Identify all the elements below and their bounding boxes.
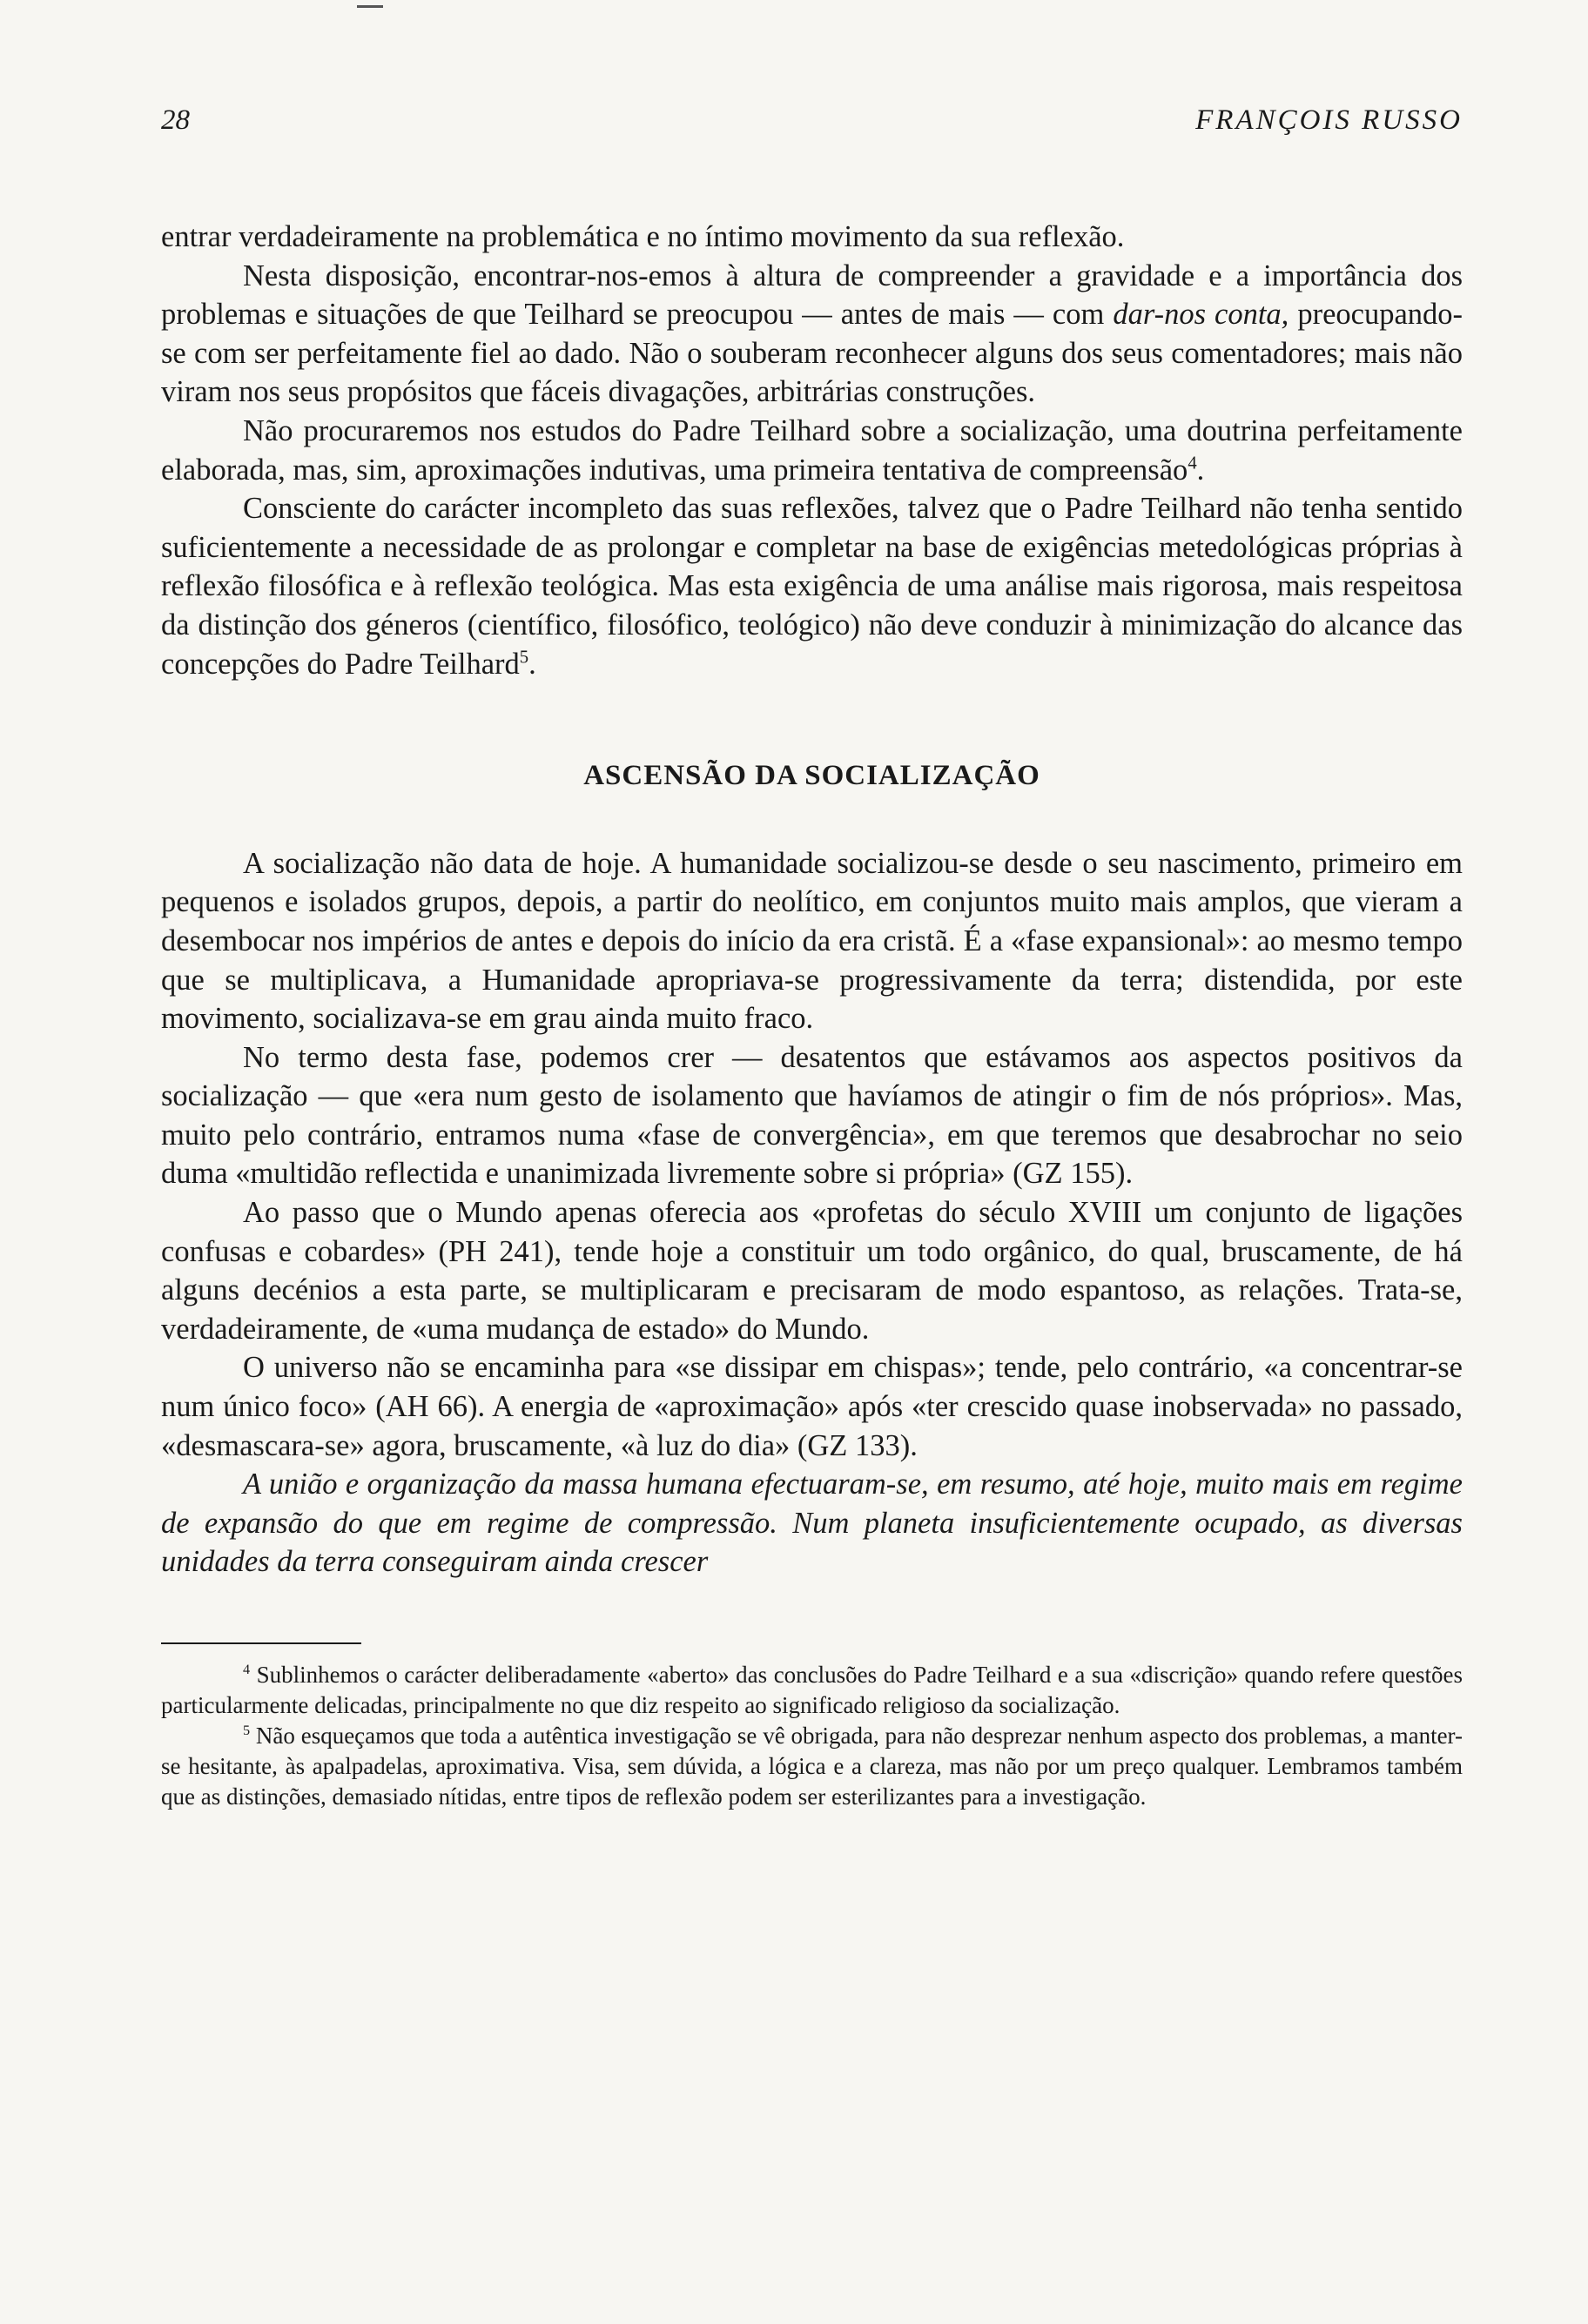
footnote	[161, 1721, 1463, 1812]
text-segment: preocupando-se com ser perfeitamente fiel ao dado. Não o souberam reconhecer alguns dos seus comentadores; mais não viram nos seus propósitos que fáceis divagações, arbitrárias construções.	[161, 298, 1463, 409]
text-segment: Nesta disposição, encontrar-nos-emos à altura de compreender a gravidade e a importância dos problemas e situações de que Teilhard se preocupou — antes de mais — com	[161, 259, 1463, 332]
body-text	[161, 218, 1463, 1582]
footnote-mark: 4	[243, 1662, 251, 1677]
page-number: 28	[161, 104, 190, 136]
paragraph	[161, 844, 1463, 1038]
paragraph-text: A socialização não data de hoje. A humanidade socializou-se desde o seu nascimento, primeiro em pequenos e isolados grupos, depois, a partir do neolítico, em conjuntos muito mais amplos, que vieram a desembocar nos impérios de antes e depois do início da era cristã. É a «fase expansional»: ao mesmo tempo que se multiplicava, a Humanidade apropriava-se progressivamente da terra; distendida, por este movimento, socializava-se em grau ainda muito fraco.	[161, 846, 1463, 1036]
paragraph	[161, 1348, 1463, 1465]
paragraph-end: .	[1196, 453, 1205, 487]
paragraph-text: entrar verdadeiramente na problemática e no íntimo movimento da sua reflexão.	[161, 220, 1125, 253]
footnote-text: Não esqueçamos que toda a autêntica investigação se vê obrigada, para não desprezar nenhum aspecto dos problemas, a manter-se hesitante, às apalpadelas, aproximativa. Visa, sem dúvida, a lógica e a clareza, mas não por um preço qualquer. Lembramos também que as distinções, demasiado nítidas, entre tipos de reflexão podem ser esterilizantes para a investigação.	[161, 1723, 1463, 1810]
paragraph	[161, 1038, 1463, 1193]
footnote-text: Sublinhemos o carácter deliberadamente «aberto» das conclusões do Padre Teilhard e a sua «discrição» quando refere questões particularmente delicadas, principalmente no que diz respeito ao significado religioso da socialização.	[161, 1662, 1463, 1718]
paragraph-text: A união e organização da massa humana efectuaram-se, em resumo, até hoje, muito mais em regime de expansão do que em regime de compressão. Num planeta insuficientemente ocupado, as diversas unidades da terra conseguiram ainda crescer	[161, 1468, 1463, 1579]
paragraph-text: O universo não se encaminha para «se dissipar em chispas»; tende, pelo contrário, «a concentrar-se num único foco» (AH 66). A energia de «aproximação» após «ter crescido quase inobservada» no passado, «desmascara-se» agora, bruscamente, «à luz do dia» (GZ 133).	[161, 1351, 1463, 1462]
paragraph-text: Não procuraremos nos estudos do Padre Teilhard sobre a socialização, uma doutrina perfeitamente elaborada, mas, sim, aproximações indutivas, uma primeira tentativa de compreensão	[161, 413, 1463, 487]
scan-mark	[357, 5, 383, 8]
paragraph-end: .	[528, 647, 536, 681]
section-title: ASCENSÃO DA SOCIALIZAÇÃO	[583, 760, 1040, 792]
page	[161, 104, 1463, 1812]
footnotes	[161, 1660, 1463, 1812]
running-title: FRANÇOIS RUSSO	[1195, 104, 1463, 136]
paragraph	[161, 412, 1463, 489]
paragraphs-after	[161, 844, 1463, 1582]
footnote	[161, 1660, 1463, 1721]
page-header	[161, 104, 1463, 157]
footnote-rule	[161, 1642, 361, 1644]
footnote-ref: 4	[1188, 453, 1197, 474]
paragraph-text: Ao passo que o Mundo apenas oferecia aos «profetas do século XVIII um conjunto de ligações confusas e cobardes» (PH 241), tende hoje a constituir um todo orgânico, do qual, bruscamente, de há alguns decénios a esta parte, se multiplicaram e precisaram de modo espantoso, as relações. Trata-se, verdadeiramente, de «uma mudança de estado» do Mundo.	[161, 1196, 1463, 1346]
paragraph	[161, 257, 1463, 412]
paragraph	[161, 218, 1463, 257]
footnote-mark: 5	[243, 1723, 251, 1738]
paragraph	[161, 1193, 1463, 1348]
paragraph-text: Consciente do carácter incompleto das suas reflexões, talvez que o Padre Teilhard não tenha sentido suficientemente a necessidade de as prolongar e completar na base de exigências metedológicas próprias à reflexão filosófica e à reflexão teológica. Mas esta exigência de uma análise mais rigorosa, mais respeitosa da distinção dos géneros (científico, filosófico, teológico) não deve conduzir à minimização do alcance das concepções do Padre Teilhard	[161, 492, 1463, 681]
paragraph-text: No termo desta fase, podemos crer — desatentos que estávamos aos aspectos positivos da socialização — que «era num gesto de isolamento que havíamos de atingir o fim de nós próprios». Mas, muito pelo contrário, entramos numa «fase de convergência», em que teremos que desabrochar no seio duma «multidão reflectida e unanimizada livremente sobre si própria» (GZ 155).	[161, 1040, 1463, 1191]
text-segment: dar-nos conta,	[1113, 298, 1289, 332]
paragraphs-before	[161, 218, 1463, 683]
footnote-ref: 5	[519, 648, 529, 668]
paragraph	[161, 1465, 1463, 1582]
paragraph	[161, 489, 1463, 683]
